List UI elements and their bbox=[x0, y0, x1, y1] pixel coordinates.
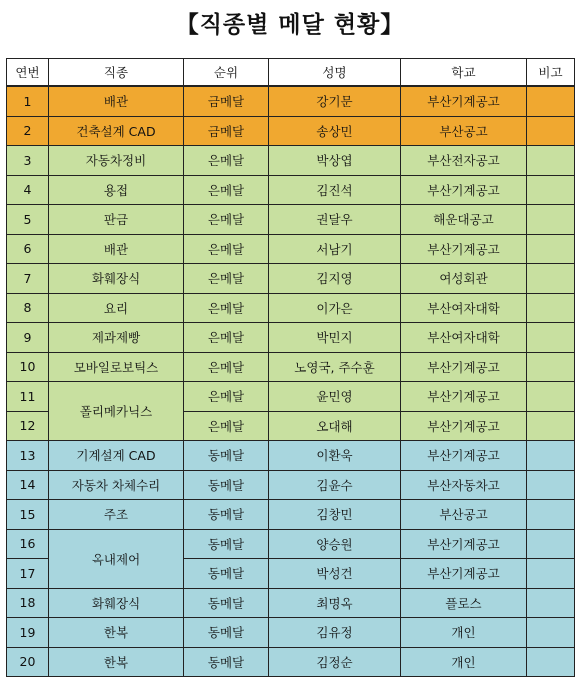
header-name: 성명 bbox=[269, 59, 401, 87]
cell-trade: 옥내제어 bbox=[49, 529, 184, 588]
table-row bbox=[7, 588, 575, 618]
cell-school: 여성회관 bbox=[401, 264, 527, 294]
table-row bbox=[7, 529, 575, 559]
cell-rank: 은메달 bbox=[184, 234, 269, 264]
cell-no: 8 bbox=[7, 293, 49, 323]
cell-school: 부산전자공고 bbox=[401, 146, 527, 176]
cell-name: 이가은 bbox=[269, 293, 401, 323]
cell-rank: 은메달 bbox=[184, 146, 269, 176]
cell-no: 16 bbox=[7, 529, 49, 559]
cell-no: 14 bbox=[7, 470, 49, 500]
table-row bbox=[7, 647, 575, 677]
cell-rank: 동메달 bbox=[184, 441, 269, 471]
cell-name: 김윤수 bbox=[269, 470, 401, 500]
cell-school: 부산기계공고 bbox=[401, 234, 527, 264]
cell-no: 12 bbox=[7, 411, 49, 441]
cell-name: 김지영 bbox=[269, 264, 401, 294]
cell-school: 개인 bbox=[401, 618, 527, 648]
cell-note bbox=[527, 205, 575, 235]
cell-rank: 동메달 bbox=[184, 588, 269, 618]
cell-note bbox=[527, 352, 575, 382]
cell-school: 부산기계공고 bbox=[401, 529, 527, 559]
cell-note bbox=[527, 116, 575, 146]
cell-name: 노영국, 주수훈 bbox=[269, 352, 401, 382]
cell-no: 4 bbox=[7, 175, 49, 205]
cell-no: 3 bbox=[7, 146, 49, 176]
cell-no: 5 bbox=[7, 205, 49, 235]
cell-note bbox=[527, 618, 575, 648]
cell-rank: 은메달 bbox=[184, 175, 269, 205]
cell-trade: 배관 bbox=[49, 234, 184, 264]
cell-no: 17 bbox=[7, 559, 49, 589]
cell-rank: 금메달 bbox=[184, 86, 269, 116]
cell-trade: 모바일로보틱스 bbox=[49, 352, 184, 382]
cell-school: 부산여자대학 bbox=[401, 323, 527, 353]
cell-trade: 판금 bbox=[49, 205, 184, 235]
cell-school: 부산기계공고 bbox=[401, 382, 527, 412]
cell-name: 양승원 bbox=[269, 529, 401, 559]
table-row bbox=[7, 146, 575, 176]
cell-name: 박상엽 bbox=[269, 146, 401, 176]
cell-rank: 동메달 bbox=[184, 647, 269, 677]
table-row bbox=[7, 205, 575, 235]
cell-trade: 자동차정비 bbox=[49, 146, 184, 176]
cell-school: 부산기계공고 bbox=[401, 411, 527, 441]
cell-rank: 은메달 bbox=[184, 293, 269, 323]
table-row bbox=[7, 234, 575, 264]
cell-note bbox=[527, 264, 575, 294]
table-row bbox=[7, 323, 575, 353]
cell-no: 15 bbox=[7, 500, 49, 530]
cell-note bbox=[527, 559, 575, 589]
header-school: 학교 bbox=[401, 59, 527, 87]
cell-school: 부산공고 bbox=[401, 500, 527, 530]
cell-name: 김진석 bbox=[269, 175, 401, 205]
cell-rank: 은메달 bbox=[184, 411, 269, 441]
cell-trade: 폴리메카닉스 bbox=[49, 382, 184, 441]
cell-note bbox=[527, 175, 575, 205]
cell-school: 부산공고 bbox=[401, 116, 527, 146]
cell-note bbox=[527, 234, 575, 264]
cell-school: 부산기계공고 bbox=[401, 175, 527, 205]
cell-trade: 기계설계 CAD bbox=[49, 441, 184, 471]
cell-no: 20 bbox=[7, 647, 49, 677]
cell-name: 김유정 bbox=[269, 618, 401, 648]
cell-note bbox=[527, 86, 575, 116]
cell-trade: 용접 bbox=[49, 175, 184, 205]
header-note: 비고 bbox=[527, 59, 575, 87]
cell-rank: 동메달 bbox=[184, 500, 269, 530]
cell-name: 김창민 bbox=[269, 500, 401, 530]
cell-name: 권달우 bbox=[269, 205, 401, 235]
cell-no: 7 bbox=[7, 264, 49, 294]
cell-rank: 동메달 bbox=[184, 529, 269, 559]
cell-trade: 건축설계 CAD bbox=[49, 116, 184, 146]
cell-rank: 은메달 bbox=[184, 264, 269, 294]
cell-name: 김정순 bbox=[269, 647, 401, 677]
cell-name: 이환욱 bbox=[269, 441, 401, 471]
cell-name: 윤민영 bbox=[269, 382, 401, 412]
table-row bbox=[7, 352, 575, 382]
cell-school: 개인 bbox=[401, 647, 527, 677]
cell-trade: 주조 bbox=[49, 500, 184, 530]
cell-name: 오대해 bbox=[269, 411, 401, 441]
medal-table bbox=[6, 58, 575, 677]
cell-no: 9 bbox=[7, 323, 49, 353]
cell-note bbox=[527, 146, 575, 176]
table-row bbox=[7, 293, 575, 323]
cell-note bbox=[527, 293, 575, 323]
cell-rank: 은메달 bbox=[184, 352, 269, 382]
table-row bbox=[7, 500, 575, 530]
cell-note bbox=[527, 323, 575, 353]
cell-note bbox=[527, 470, 575, 500]
cell-name: 최명옥 bbox=[269, 588, 401, 618]
table-row bbox=[7, 470, 575, 500]
cell-trade: 자동차 차체수리 bbox=[49, 470, 184, 500]
cell-note bbox=[527, 647, 575, 677]
cell-school: 부산기계공고 bbox=[401, 441, 527, 471]
cell-no: 10 bbox=[7, 352, 49, 382]
table-row bbox=[7, 116, 575, 146]
cell-rank: 동메달 bbox=[184, 618, 269, 648]
cell-school: 부산기계공고 bbox=[401, 86, 527, 116]
cell-trade: 제과제빵 bbox=[49, 323, 184, 353]
cell-name: 송상민 bbox=[269, 116, 401, 146]
page-title: 【직종별 메달 현황】 bbox=[175, 11, 405, 38]
table-row bbox=[7, 175, 575, 205]
cell-no: 13 bbox=[7, 441, 49, 471]
cell-school: 부산자동차고 bbox=[401, 470, 527, 500]
cell-school: 해운대공고 bbox=[401, 205, 527, 235]
cell-no: 2 bbox=[7, 116, 49, 146]
cell-name: 박성건 bbox=[269, 559, 401, 589]
cell-name: 강기문 bbox=[269, 86, 401, 116]
table-row bbox=[7, 618, 575, 648]
cell-rank: 은메달 bbox=[184, 323, 269, 353]
cell-note bbox=[527, 411, 575, 441]
table-header-row bbox=[7, 59, 575, 87]
cell-name: 서남기 bbox=[269, 234, 401, 264]
header-trade: 직종 bbox=[49, 59, 184, 87]
cell-name: 박민지 bbox=[269, 323, 401, 353]
header-rank: 순위 bbox=[184, 59, 269, 87]
cell-no: 1 bbox=[7, 86, 49, 116]
cell-no: 6 bbox=[7, 234, 49, 264]
table-row bbox=[7, 382, 575, 412]
cell-note bbox=[527, 441, 575, 471]
cell-trade: 화훼장식 bbox=[49, 264, 184, 294]
cell-note bbox=[527, 500, 575, 530]
cell-trade: 한복 bbox=[49, 647, 184, 677]
cell-school: 플로스 bbox=[401, 588, 527, 618]
cell-trade: 요리 bbox=[49, 293, 184, 323]
cell-school: 부산여자대학 bbox=[401, 293, 527, 323]
table-row bbox=[7, 86, 575, 116]
table-row bbox=[7, 264, 575, 294]
table-row bbox=[7, 441, 575, 471]
cell-rank: 은메달 bbox=[184, 205, 269, 235]
cell-trade: 화훼장식 bbox=[49, 588, 184, 618]
cell-rank: 은메달 bbox=[184, 382, 269, 412]
cell-trade: 한복 bbox=[49, 618, 184, 648]
cell-trade: 배관 bbox=[49, 86, 184, 116]
cell-school: 부산기계공고 bbox=[401, 559, 527, 589]
cell-rank: 동메달 bbox=[184, 470, 269, 500]
cell-rank: 동메달 bbox=[184, 559, 269, 589]
cell-note bbox=[527, 529, 575, 559]
cell-no: 18 bbox=[7, 588, 49, 618]
cell-no: 11 bbox=[7, 382, 49, 412]
cell-no: 19 bbox=[7, 618, 49, 648]
cell-school: 부산기계공고 bbox=[401, 352, 527, 382]
cell-note bbox=[527, 382, 575, 412]
header-no: 연번 bbox=[7, 59, 49, 87]
cell-note bbox=[527, 588, 575, 618]
cell-rank: 금메달 bbox=[184, 116, 269, 146]
